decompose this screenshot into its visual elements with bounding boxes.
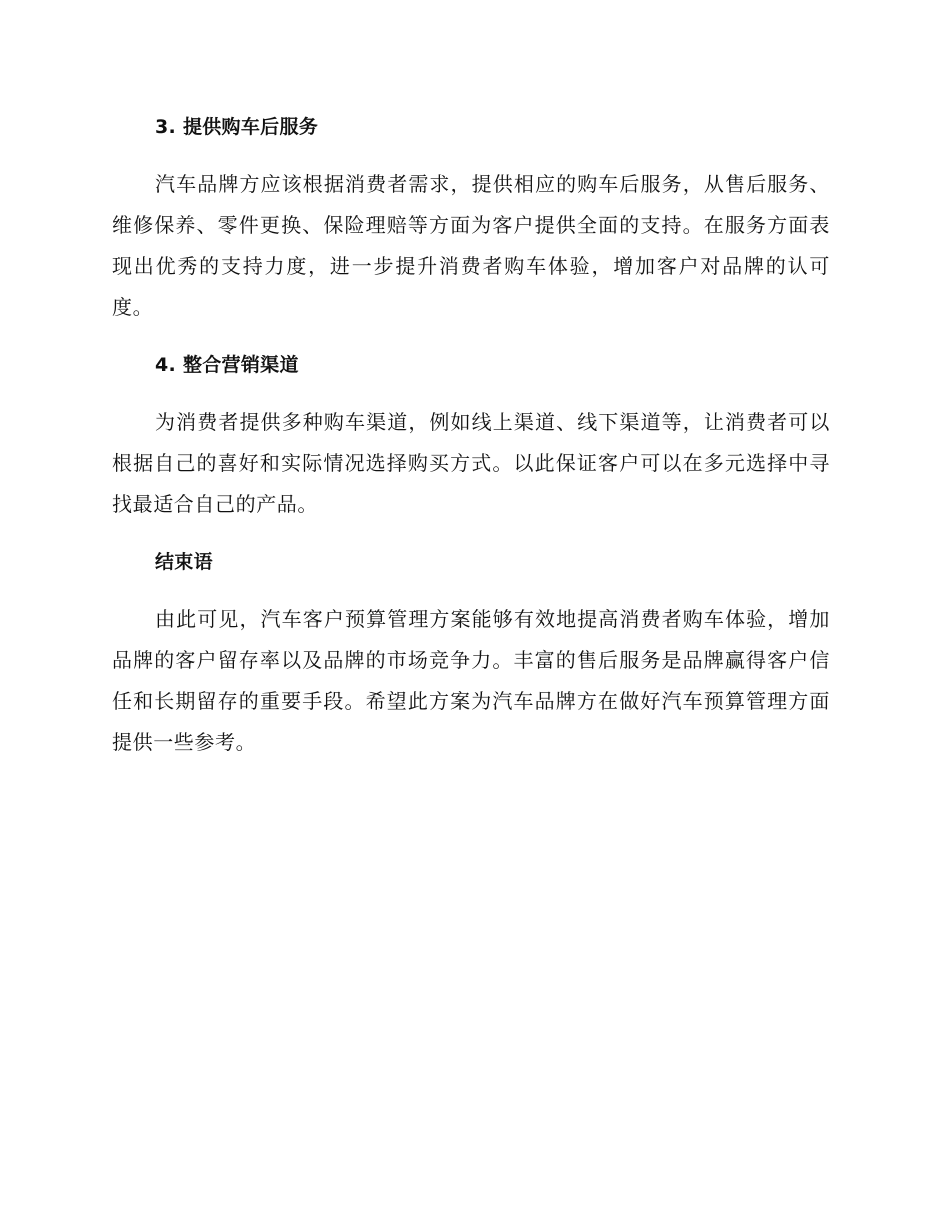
section-heading-after-sales: 3. 提供购车后服务 <box>155 116 319 138</box>
section-paragraph-marketing-channels: 为消费者提供多种购车渠道，例如线上渠道、线下渠道等，让消费者可以根据自己的喜好和实际情况选择购买方式。以此保证客户可以在多元选择中寻找最适合自己的产品。 <box>112 410 830 516</box>
spacer <box>112 525 830 543</box>
spacer <box>112 581 830 599</box>
section-heading-conclusion: 结束语 <box>155 551 213 573</box>
section-heading-marketing-channels: 4. 整合营销渠道 <box>155 354 299 376</box>
spacer <box>112 328 830 346</box>
spacer <box>112 146 830 164</box>
document-page <box>112 108 830 763</box>
spacer <box>112 384 830 402</box>
section-paragraph-conclusion: 由此可见，汽车客户预算管理方案能够有效地提高消费者购车体验，增加品牌的客户留存率以及品牌的市场竞争力。丰富的售后服务是品牌赢得客户信任和长期留存的重要手段。希望此方案为汽车品牌方在做好汽车预算管理方面提供一些参考。 <box>112 607 830 754</box>
section-paragraph-after-sales: 汽车品牌方应该根据消费者需求，提供相应的购车后服务，从售后服务、维修保养、零件更换、保险理赔等方面为客户提供全面的支持。在服务方面表现出优秀的支持力度，进一步提升消费者购车体验，增加客户对品牌的认可度。 <box>112 172 830 319</box>
